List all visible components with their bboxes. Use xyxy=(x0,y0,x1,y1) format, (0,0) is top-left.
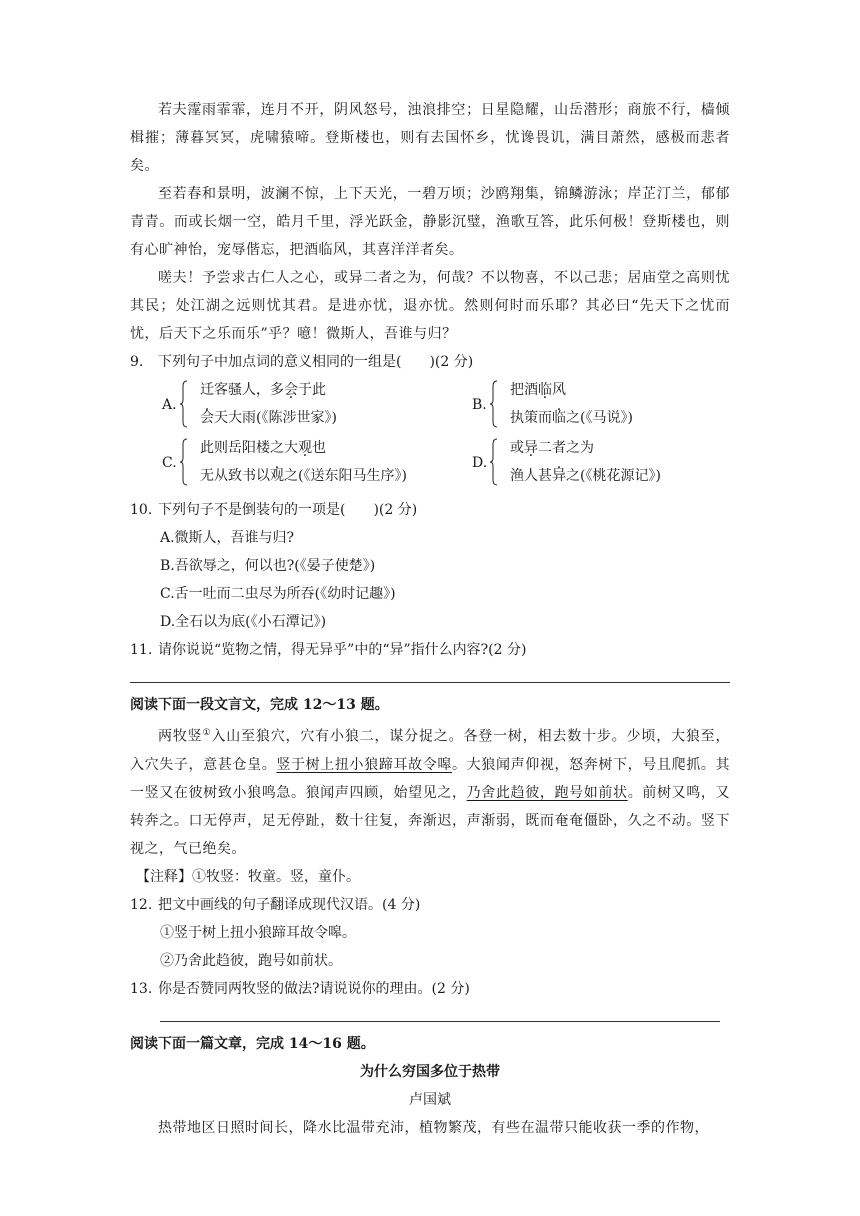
option-a-line-2: 会天大雨(《陈涉世家》) xyxy=(200,410,337,426)
option-c-line-1: 此则岳阳楼之大观也 xyxy=(200,440,326,456)
question-10-choice-c[interactable]: C.舌一吐而二虫尽为所吞(《幼时记趣》) xyxy=(160,586,396,602)
question-13 xyxy=(130,975,730,1003)
question-12 xyxy=(130,891,730,919)
passage-paragraph-1: 若夫霪雨霏霏，连月不开，阴风怒号，浊浪排空；日星隐耀，山岳潜形；商旅不行，樯倾楫摧；薄暮冥冥，虎啸猿啼。登斯楼也，则有去国怀乡，忧谗畏讥，满目萧然，感极而悲者矣。 xyxy=(130,102,730,174)
question-11-number: 11. xyxy=(130,642,153,658)
option-a-line-1: 迁客骚人，多会于此 xyxy=(200,382,326,398)
question-12-number: 12. xyxy=(130,896,153,913)
passage-paragraph-2: 至若春和景明，波澜不惊，上下天光，一碧万顷；沙鸥翔集，锦鳞游泳；岸芷汀兰，郁郁青青。而或长烟一空，皓月千里，浮光跃金，静影沉璧，渔歌互答，此乐何极！登斯楼也，则有心旷神怡，宠辱偕忘，把酒临风，其喜洋洋者矣。 xyxy=(130,186,730,258)
article-title: 为什么穷国多位于热带 xyxy=(360,1063,500,1080)
question-9-options xyxy=(130,378,730,496)
question-12-text: 把文中画线的句子翻译成现代汉语。(4 分) xyxy=(158,896,421,913)
annotation-note: 【注释】①牧竖：牧童。竖，童仆。 xyxy=(136,868,360,885)
article-paragraph-1: 热带地区日照时间长，降水比温带充沛，植物繁茂，有些在温带只能收获一季的作物， xyxy=(158,1119,709,1136)
underlined-sentence-1: 竖于树上扭小狼蹄耳故令嗥 xyxy=(276,756,453,773)
option-d[interactable] xyxy=(472,436,742,492)
question-10-choice-d[interactable]: D.全石以为底(《小石潭记》) xyxy=(160,614,327,630)
question-13-text: 你是否赞同两牧竖的做法?请说说你的理由。(2 分) xyxy=(158,980,470,997)
option-c-letter: C. xyxy=(162,455,177,471)
option-d-line-1: 或异二者之为 xyxy=(510,440,594,456)
brace-icon xyxy=(180,380,188,428)
option-d-line-2: 渔人甚异之(《桃花源记》) xyxy=(510,468,661,484)
option-b-line-1: 把酒临风 xyxy=(510,382,566,398)
question-11-text: 请你说说“览物之情，得无异乎”中的“异”指什么内容?(2 分) xyxy=(158,642,527,658)
question-10-choice-b[interactable]: B.吾欲辱之，何以也?(《晏子使楚》) xyxy=(160,558,376,574)
option-c-line-2: 无从致书以观之(《送东阳马生序》) xyxy=(200,468,407,484)
article-author: 卢国斌 xyxy=(409,1091,451,1108)
brace-icon xyxy=(490,438,498,486)
option-b-letter: B. xyxy=(472,397,487,413)
section-2-passage: 两牧竖①入山至狼穴，穴有小狼二，谋分捉之。各登一树，相去数十步。少顷，大狼至，入穴失子，意甚仓皇。竖于树上扭小狼蹄耳故令嗥。大狼闻声仰视，怒奔树下，号且爬抓。其一竖又在彼树致小狼鸣急。狼闻声四顾，始望见之，乃舍此趋彼，跑号如前状。前树又鸣，又转奔之。口无停声，足无停趾，数十往复，奔渐迟，声渐弱，既而奄奄僵卧，久之不动。竖下视之，气已绝矣。 xyxy=(130,728,731,857)
brace-icon xyxy=(180,438,188,486)
question-9-number: 9. xyxy=(130,354,144,370)
question-10: 10. 下列句子不是倒装句的一项是( )(2 分) xyxy=(130,496,730,524)
question-9 xyxy=(130,348,730,376)
underlined-sentence-2: 乃舍此趋彼，跑号如前状 xyxy=(466,784,628,801)
option-b[interactable] xyxy=(472,378,742,434)
option-c[interactable] xyxy=(162,436,432,492)
document-page xyxy=(130,96,730,1142)
option-a[interactable] xyxy=(162,378,432,434)
question-13-number: 13. xyxy=(130,980,153,997)
question-10-choice-a[interactable]: A.微斯人，吾谁与归? xyxy=(160,530,295,546)
question-12-sentence-2: ②乃舍此趋彼，跑号如前状。 xyxy=(160,952,342,969)
question-11 xyxy=(130,636,730,664)
brace-icon xyxy=(490,380,498,428)
section-2-heading: 阅读下面一段文言文，完成 12～13 题。 xyxy=(130,697,389,713)
option-d-letter: D. xyxy=(472,455,488,471)
question-10-number: 10. xyxy=(130,502,153,518)
option-b-line-2: 执策而临之(《马说》) xyxy=(510,410,633,426)
question-9-text: 下列句子中加点词的意义相同的一组是( )(2 分) xyxy=(158,354,474,370)
question-12-sentence-1: ①竖于树上扭小狼蹄耳故令嗥。 xyxy=(160,924,356,941)
option-a-letter: A. xyxy=(162,397,177,413)
passage-paragraph-3: 嗟夫！予尝求古仁人之心，或异二者之为，何哉？不以物喜，不以己悲；居庙堂之高则忧其民；处江湖之远则忧其君。是进亦忧，退亦忧。然则何时而乐耶？其必曰“先天下之忧而忧，后天下之乐而乐”乎？噫！微斯人，吾谁与归？ xyxy=(130,270,730,342)
section-3-heading: 阅读下面一篇文章，完成 14～16 题。 xyxy=(130,1035,375,1052)
